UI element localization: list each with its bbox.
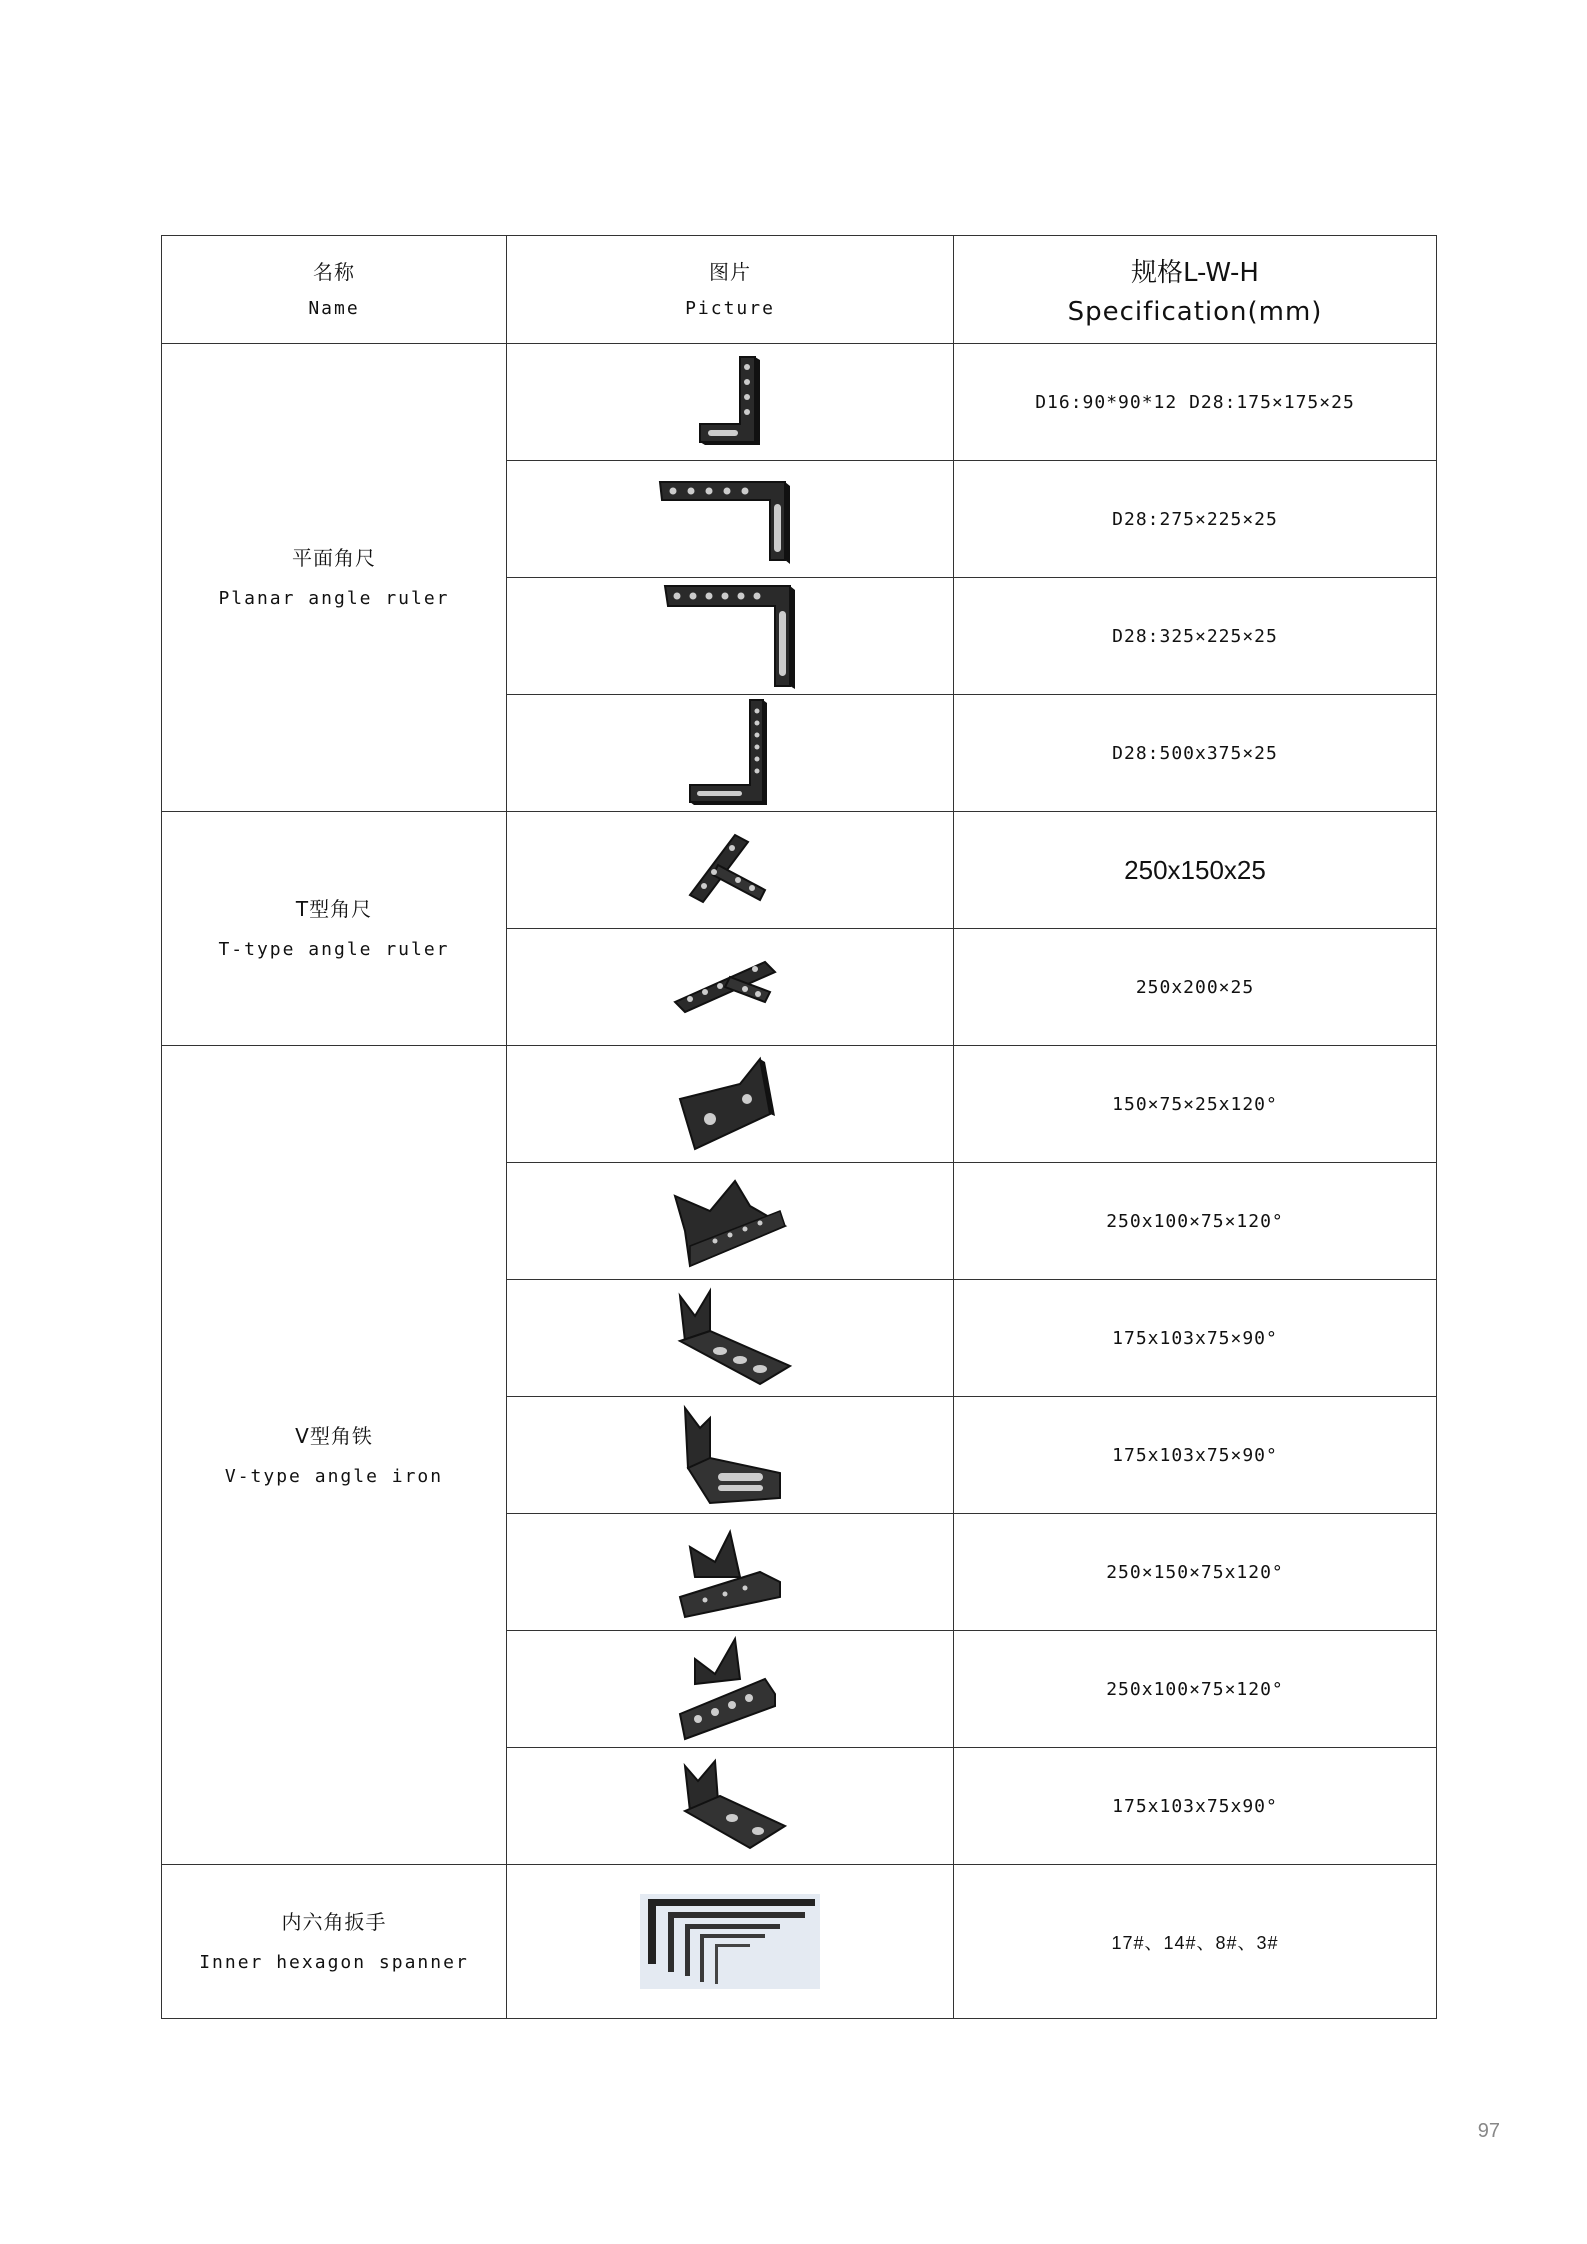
table-row <box>162 1046 1437 1163</box>
picture-cell <box>507 1514 954 1631</box>
spec-cell <box>954 1163 1437 1280</box>
header-name-cell <box>162 236 507 344</box>
v-block-90-slot-image <box>670 1403 790 1508</box>
spec-text: 150×75×25x120° <box>1112 1093 1278 1115</box>
spec-text: 175x103x75×90° <box>1112 1327 1278 1349</box>
spec-cell <box>954 1748 1437 1865</box>
v-block-small-image <box>675 1054 785 1154</box>
t-square-image <box>680 820 780 920</box>
l-square-medium-image <box>655 472 805 567</box>
group-name-en: Inner hexagon spanner <box>199 1952 469 1973</box>
table-row <box>162 1865 1437 2019</box>
spec-text: 250x150x25 <box>1124 854 1266 885</box>
spec-cell <box>954 812 1437 929</box>
header-spec-en: Specification(mm) <box>1067 297 1323 327</box>
picture-cell <box>507 1280 954 1397</box>
group-name-en: T-type angle ruler <box>218 939 450 960</box>
header-spec-zh: 规格L-W-H <box>1131 258 1259 288</box>
table-row <box>162 344 1437 461</box>
spec-text: 175x103x75×90° <box>1112 1444 1278 1466</box>
spec-cell <box>954 1280 1437 1397</box>
spec-text: 17#、14#、8#、3# <box>1111 1932 1279 1953</box>
group-name-en: V-type angle iron <box>224 1465 444 1487</box>
spec-table <box>161 235 1437 2019</box>
group-name-zh: V型角铁 <box>295 1423 373 1448</box>
spec-cell <box>954 1865 1437 2019</box>
spec-text: D28:325×225×25 <box>1112 625 1278 647</box>
group-name-zh: 内六角扳手 <box>281 1910 387 1934</box>
group-name-cell <box>162 344 507 812</box>
picture-cell <box>507 929 954 1046</box>
spec-text: 250x200×25 <box>1135 976 1255 998</box>
header-name-zh: 名称 <box>313 260 355 284</box>
v-block-base-image <box>670 1522 790 1622</box>
spec-text: 250x100×75×120° <box>1106 1678 1284 1700</box>
l-square-long-image <box>660 581 800 691</box>
v-block-90-image <box>665 1286 795 1391</box>
header-picture-en: Picture <box>685 298 775 319</box>
picture-cell <box>507 1397 954 1514</box>
v-block-holes-image <box>670 1634 790 1744</box>
v-block-wide-image <box>665 1171 795 1271</box>
picture-cell <box>507 1631 954 1748</box>
spec-text: D28:500x375×25 <box>1112 742 1278 764</box>
spec-cell <box>954 929 1437 1046</box>
spec-cell <box>954 695 1437 812</box>
hex-key-set-image <box>640 1894 820 1989</box>
spec-text: 250x100×75×120° <box>1106 1210 1284 1232</box>
picture-cell <box>507 1046 954 1163</box>
header-name-en: Name <box>308 298 360 319</box>
v-block-compact-image <box>670 1756 790 1856</box>
spec-cell <box>954 1514 1437 1631</box>
header-spec-cell <box>954 236 1437 344</box>
group-name-cell <box>162 1865 507 2019</box>
group-name-cell <box>162 1046 507 1865</box>
table-row <box>162 812 1437 929</box>
picture-cell <box>507 461 954 578</box>
l-square-large-image <box>675 697 785 809</box>
spec-cell <box>954 344 1437 461</box>
header-picture-zh: 图片 <box>709 260 751 284</box>
header-picture-cell <box>507 236 954 344</box>
picture-cell <box>507 1748 954 1865</box>
spec-cell <box>954 1046 1437 1163</box>
group-name-cell <box>162 812 507 1046</box>
spec-text: 250×150×75x120° <box>1106 1561 1284 1583</box>
group-name-zh: 平面角尺 <box>292 546 376 570</box>
t-square-wide-image <box>670 947 790 1027</box>
page-number: 97 <box>1477 2120 1500 2142</box>
group-name-en: Planar angle ruler <box>218 588 450 609</box>
spec-text: 175x103x75x90° <box>1112 1795 1278 1817</box>
picture-cell <box>507 1163 954 1280</box>
spec-text: D28:275×225×25 <box>1112 508 1278 530</box>
spec-cell <box>954 1631 1437 1748</box>
picture-cell <box>507 695 954 812</box>
header-row <box>162 236 1437 344</box>
group-name-zh: T型角尺 <box>295 897 373 921</box>
spec-cell <box>954 578 1437 695</box>
spec-cell <box>954 461 1437 578</box>
picture-cell <box>507 1865 954 2019</box>
spec-text: D16:90*90*12 D28:175×175×25 <box>1035 391 1355 413</box>
spec-cell <box>954 1397 1437 1514</box>
picture-cell <box>507 812 954 929</box>
l-square-small-image <box>675 352 785 452</box>
picture-cell <box>507 578 954 695</box>
picture-cell <box>507 344 954 461</box>
